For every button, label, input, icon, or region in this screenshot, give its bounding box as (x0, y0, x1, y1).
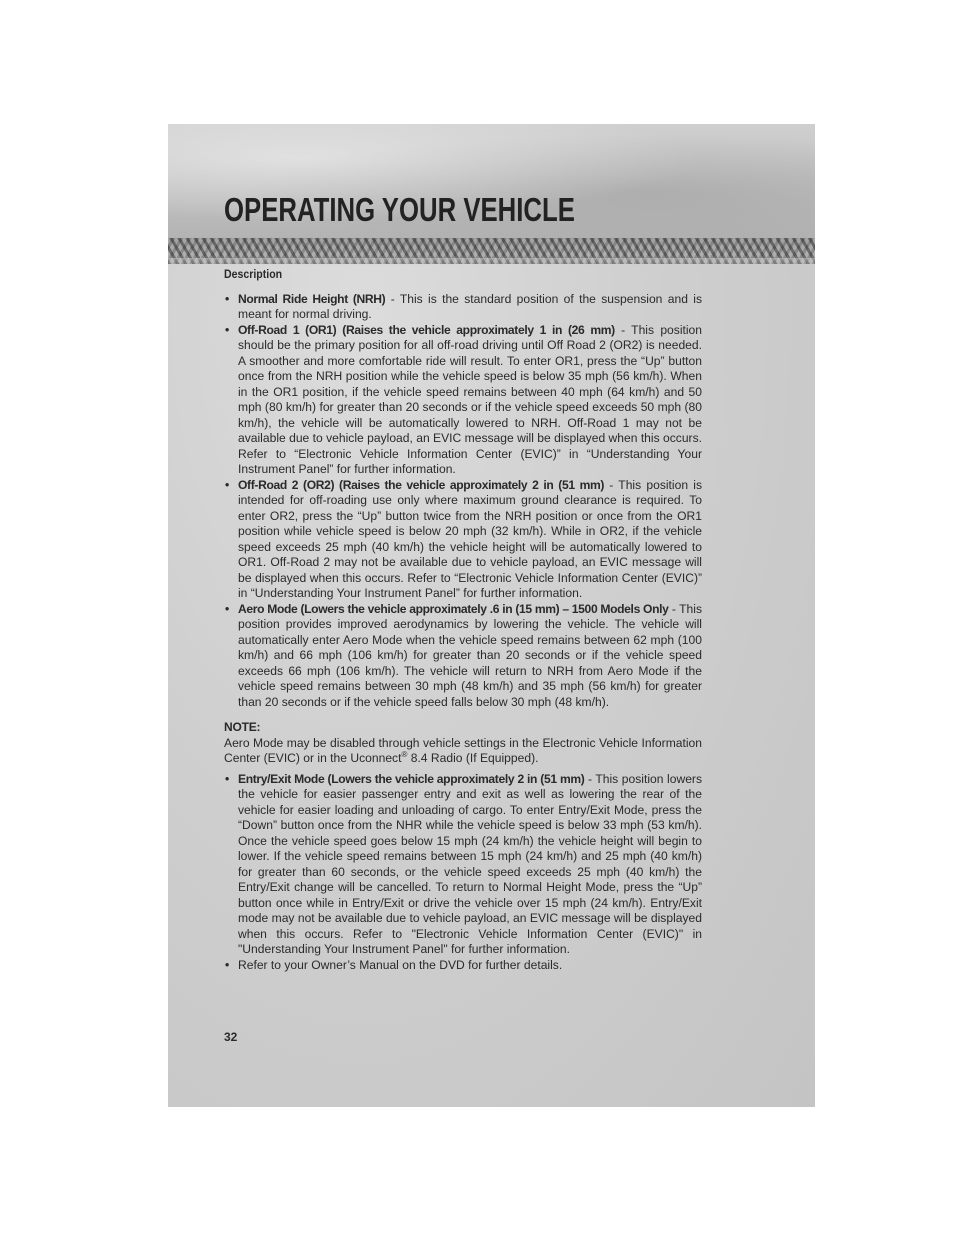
note-text-before: Aero Mode may be disabled through vehicle settings in the Electronic Vehicle Information Center (EVIC) or in the Uconnect (224, 735, 702, 765)
bullet-term: Off-Road 1 (OR1) (Raises the vehicle approximately 1 in (26 mm) (238, 322, 615, 337)
bullet-dot: • (225, 477, 230, 492)
bullet-term: Normal Ride Height (NRH) (238, 291, 386, 306)
bullet-owners-manual (224, 958, 702, 974)
bullet-normal-ride-height (224, 292, 702, 323)
bullet-off-road-1 (224, 323, 702, 478)
bullet-dot: • (225, 601, 230, 616)
page-number: 32 (224, 1030, 238, 1044)
bullet-text: - This position is intended for off-roading use only where maximum ground clearance is required. To enter OR2, press the “Up” button twice from the NRH position or once from the OR1 position while vehicle speed is below 20 mph (32 km/h). While in OR2, if the vehicle speed exceeds 25 mph (40 km/h) the vehicle height will be automatically lowered to OR1. Off-Road 2 may not be available due to vehicle payload, an EVIC message will be displayed when this occurs. Refer to “Electronic Vehicle Information Center (EVIC)” in “Understanding Your Instrument Panel” for further information. (238, 477, 702, 600)
page-content (224, 267, 702, 973)
bullet-term: Entry/Exit Mode (Lowers the vehicle approximately 2 in (51 mm) (238, 771, 585, 786)
bullet-text: - This position should be the primary position for all off-road driving until Off Road 2 (OR2) is needed. A smoother and more comfortable ride will result. To enter OR1, press the “Up” button once from the NRH position while the vehicle speed is below 35 mph (56 km/h). When in the OR1 position, if the vehicle speed remains between 40 mph (64 km/h) and 50 mph (80 km/h) for greater than 20 seconds or if the vehicle speed exceeds 50 mph (80 km/h), the vehicle will be automatically lowered to NRH. Off-Road 1 may not be available due to vehicle payload, an EVIC message will be displayed when this occurs. Refer to “Electronic Vehicle Information Center (EVIC)” in “Understanding Your Instrument Panel” for further information. (238, 322, 702, 476)
note-text-after: 8.4 Radio (If Equipped). (407, 751, 539, 765)
chapter-title: OPERATING YOUR VEHICLE (224, 191, 575, 228)
bullet-text: - This position lowers the vehicle for easier passenger entry and exit as well as lowering the rear of the vehicle for easier loading and unloading of cargo. To enter Entry/Exit Mode, press the “Down” button once from the NHR while the vehicle speed is below 33 mph (53 km/h). Once the vehicle speed goes below 15 mph (24 km/h) the vehicle height will begin to lower. If the vehicle speed remains between 15 mph (24 km/h) and 25 mph (40 km/h) for greater than 60 seconds, or the vehicle speed exceeds 25 mph (40 km/h) the Entry/Exit change will be cancelled. To return to Normal Height Mode, press the “Up” button once while in Entry/Exit or drive the vehicle over 15 mph (24 km/h). Entry/Exit mode may not be available due to vehicle payload, an EVIC message will be displayed when this occurs. Refer to "Electronic Vehicle Information Center (EVIC)" in "Understanding Your Instrument Panel" for further information. (238, 771, 702, 956)
registered-mark: ® (401, 749, 408, 759)
tread-fade (168, 258, 815, 266)
manual-page (168, 124, 815, 1107)
bullet-aero-mode (224, 602, 702, 711)
bullet-text: Refer to your Owner’s Manual on the DVD for further details. (238, 957, 563, 972)
note-text (224, 736, 702, 767)
note-label: NOTE: (224, 720, 261, 734)
bullet-dot: • (225, 322, 230, 337)
bullet-dot: • (225, 771, 230, 786)
bullet-off-road-2 (224, 478, 702, 602)
bullet-term: Aero Mode (Lowers the vehicle approximately .6 in (15 mm) – 1500 Models Only (238, 601, 669, 616)
bullet-dot: • (225, 291, 230, 306)
chapter-header (168, 124, 815, 238)
bullet-text: - This is the standard position of the suspension and is meant for normal driving. (238, 291, 702, 321)
section-heading: Description (224, 267, 283, 281)
bullet-dot: • (225, 957, 230, 972)
bullet-entry-exit-mode (224, 772, 702, 958)
bullet-text: - This position provides improved aerodynamics by lowering the vehicle. The vehicle will automatically enter Aero Mode when the vehicle speed remains between 62 mph (100 km/h) and 66 mph (106 km/h) for greater than 20 seconds or if the vehicle speed exceeds 66 mph (106 km/h). The vehicle will return to NRH from Aero Mode if the vehicle speed remains between 30 mph (48 km/h) and 35 mph (56 km/h) for greater than 20 seconds or if the vehicle speed falls below 30 mph (48 km/h). (238, 601, 702, 709)
bullet-term: Off-Road 2 (OR2) (Raises the vehicle approximately 2 in (51 mm) (238, 477, 605, 492)
